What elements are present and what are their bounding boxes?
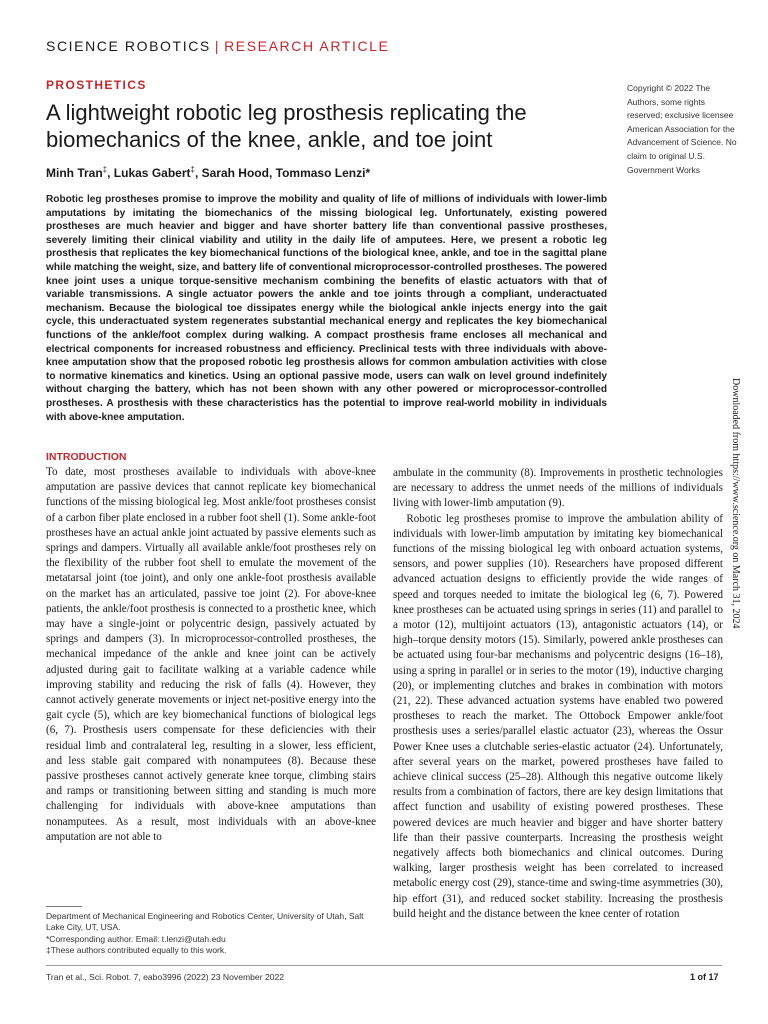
author-mark: ‡ [102,165,108,174]
author-mark: * [365,166,371,180]
journal-name: SCIENCE ROBOTICS [46,38,211,54]
author-name: Lukas Gabert [113,166,191,180]
section-heading-introduction: INTRODUCTION [46,451,127,463]
copyright-notice: Copyright © 2022 The Authors, some rights reserved; exclusive licensee American Association for the Advancement of Science. No claim to original U.S. Government Works [627,83,737,175]
journal-header [46,38,389,54]
download-note: Downloaded from https://www.science.org on March 31, 2024 [730,378,741,629]
corresponding-author-note: *Corresponding author. Email: t.lenzi@utah.edu [46,933,226,944]
body-paragraph: To date, most prostheses available to individuals with above-knee amputation are passive devices that cannot replicate key biomechanical functions of the missing biological leg. Most ankle/foot prostheses consist of a carbon fiber plate enclosed in a rubber foot shell (1). Some ankle-foot prostheses have an actual ankle joint actuated by passive elements such as springs and dampers. Virtually all available ankle/foot prostheses rely on the flexibility of the rubber foot shell to emulate the movement of the metatarsal joint (toe joint), and only one ankle-foot prosthesis available on the market has an articulated, passive toe joint (2). For above-knee patients, the ankle/foot prosthesis is connected to a prosthetic knee, which may have a single-joint or polycentric design, passively actuated by springs and dampers (3). In microprocessor-controlled prostheses, the mechanical impedance of the ankle and knee joint can be actively adjusted during gait to facilitate walking at a variable cadence while improving stability and reducing the risk of falls (4). However, they cannot actively generate movements or inject net-positive energy into the gait cycle (5), which are key biomechanical functions of biological legs (6, 7). Prosthesis users compensate for these deficiencies with their residual limb and contralateral leg, resulting in a slower, less efficient, and less stable gait compared with nonamputees (8). Because these passive prostheses cannot actively generate knee torque, climbing stairs and ramps or transitioning between sitting and standing is much more challenging for individuals with above-knee amputations than nonamputees. As a result, most individuals with an above-knee amputation are not able to [46,466,376,843]
footnotes [46,911,376,957]
equal-contribution-note: ‡These authors contributed equally to this work. [46,945,227,956]
author-list: Minh Tran‡, Lukas Gabert‡, Sarah Hood, Tommaso Lenzi* [46,165,371,180]
footer-divider [46,965,722,966]
footnote-divider [46,906,82,907]
article-title: A lightweight robotic leg prosthesis replicating the biomechanics of the knee, ankle, and toe joint [46,100,527,152]
body-paragraph: Robotic leg prostheses promise to improve the ambulation ability of individuals with lower-limb amputation by imitating key biomechanical functions of the missing biological leg with onboard actuation systems, sensors, and power supplies (10). Researchers have proposed different advanced actuation designs to efficiently provide the wide ranges of speed and torques needed to imitate the biological leg (6, 7). Powered knee prostheses can be actuated using springs in series (11) and parallel to a motor (12), multijoint actuators (13), antagonistic actuators (14), or high–torque density motors (15). Similarly, powered ankle prostheses can be actuated using four-bar mechanisms and polycentric designs (16–18), using a spring in parallel or in series to the motor (19), inductive charging (20), or implementing clutches and brakes in combination with motors (21, 22). These advanced actuation systems have enabled two powered prostheses to reach the market. The Ottobock Empower ankle/foot prosthesis uses a series/parallel elastic actuator (23), whereas the Ossur Power Knee uses a clutchable series-elastic actuator (24). Unfortunately, after several years on the market, powered prostheses have failed to achieve clinical success (25–28). Although this negative outcome likely results from a combination of factors, there are key design limitations that affect function and usability of existing powered prostheses. These powered devices are much heavier and bigger and have shorter battery life than their passive counterparts. Increasing the prosthesis weight negatively affects both biomechanics and clinical outcomes. During walking, larger prosthesis weight has been correlated to increased metabolic energy cost (29), stance-time and swing-time asymmetries (30), hip effort (31), and reduced socket stability. Increasing the prosthesis build height and the distance between the knee center of rotation [393,512,723,920]
article-type: RESEARCH ARTICLE [224,38,390,54]
citation-footer: Tran et al., Sci. Robot. 7, eabo3996 (2022) 23 November 2022 [46,972,285,982]
page-number: 1 of 17 [690,972,719,982]
body-column-left [46,450,376,845]
body-paragraph: ambulate in the community (8). Improvements in prosthetic technologies are necessary to address the unmet needs of the millions of individuals living with lower-limb amputation (9). [393,467,723,510]
author-mark: ‡ [190,165,195,174]
body-column-right [393,466,723,922]
author-name: Minh Tran [46,166,103,180]
affiliation-note: Department of Mechanical Engineering and Robotics Center, University of Utah, Salt Lake City, UT, USA. [46,911,364,933]
abstract: Robotic leg prostheses promise to improve the mobility and quality of life of millions of individuals with lower-limb amputations by imitating the biomechanics of the missing biological leg. Unfortunately, existing powered prostheses are much heavier and bigger and have shorter battery life than conventional passive prostheses, severely limiting their clinical viability and utility in the daily life of amputees. Here, we present a robotic leg prosthesis that replicates the key biomechanical functions of the biological knee, ankle, and toe in the sagittal plane while matching the weight, size, and battery life of conventional microprocessor-controlled prostheses. The powered knee joint uses a unique torque-sensitive mechanism combining the benefits of elastic actuators with that of variable transmissions. A single actuator powers the ankle and toe joints through a compliant, underactuated mechanism. Because the biological toe dissipates energy while the biological ankle injects energy into the gait cycle, this underactuated system regenerates substantial mechanical energy and replicates the key biomechanical functions of the ankle/foot complex during walking. A compact prosthesis frame encloses all mechanical and electrical components for increased robustness and efficiency. Preclinical tests with three individuals with above-knee amputation show that the proposed robotic leg prosthesis allows for common ambulation activities with close to normative kinematics and kinetics. Using an optional passive mode, users can walk on level ground indefinitely without charging the battery, which has not been shown with any other powered or microprocessor-controlled prostheses. A prosthesis with these characteristics has the potential to improve real-world mobility in individuals with above-knee amputation. [46,194,607,423]
section-kicker: PROSTHETICS [46,78,147,92]
header-separator: | [214,38,221,54]
author-name: Sarah Hood [201,166,269,180]
author-name: Tommaso Lenzi [275,166,366,180]
